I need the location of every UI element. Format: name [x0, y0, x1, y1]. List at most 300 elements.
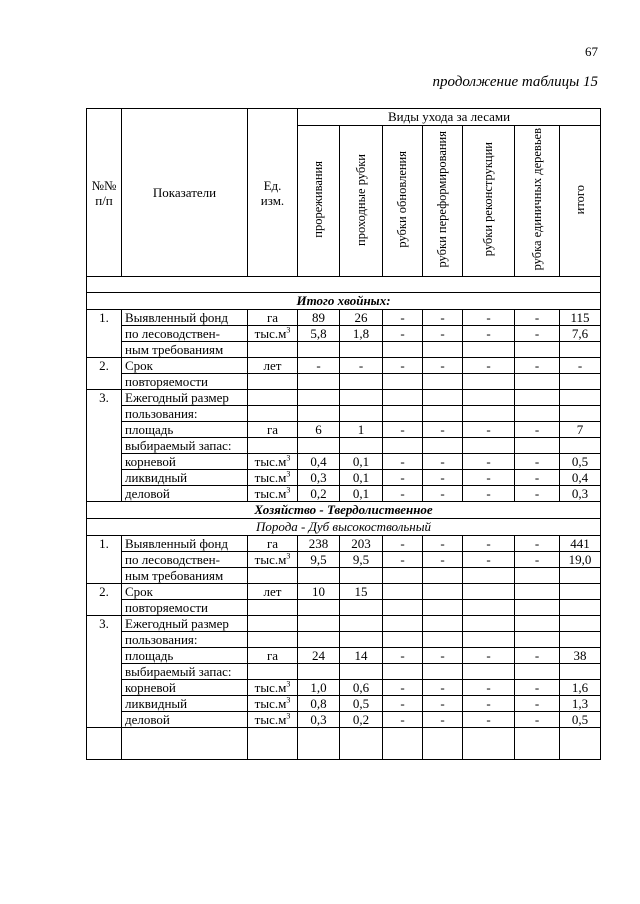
- unit-cell: га: [248, 310, 298, 326]
- section-title: Хозяйство - Твердолиственное: [87, 502, 601, 519]
- value-cell: 0,3: [298, 712, 340, 728]
- indicator-label: Срок: [122, 584, 248, 600]
- empty-cell: [560, 728, 601, 760]
- value-cell: -: [463, 310, 515, 326]
- header-unit: Ед. изм.: [248, 109, 298, 277]
- indicator-label: корневой: [122, 680, 248, 696]
- value-cell: [423, 438, 463, 454]
- table-row: [87, 486, 601, 502]
- value-cell: 0,5: [560, 454, 601, 470]
- value-cell: [515, 568, 560, 584]
- value-cell: [423, 342, 463, 358]
- value-cell: [340, 342, 383, 358]
- header-col-6: [560, 126, 601, 277]
- value-cell: [463, 406, 515, 422]
- unit-cell: [248, 712, 298, 728]
- value-cell: -: [463, 712, 515, 728]
- value-cell: -: [383, 648, 423, 664]
- value-cell: 0,2: [298, 486, 340, 502]
- value-cell: -: [383, 486, 423, 502]
- value-cell: -: [515, 696, 560, 712]
- table-row: [87, 470, 601, 486]
- value-cell: [298, 568, 340, 584]
- value-cell: 19,0: [560, 552, 601, 568]
- unit-cell: [248, 632, 298, 648]
- value-cell: -: [515, 536, 560, 552]
- value-cell: [383, 584, 423, 600]
- value-cell: -: [515, 326, 560, 342]
- table-row: [87, 664, 601, 680]
- value-cell: -: [423, 326, 463, 342]
- unit-superscript: 3: [286, 469, 291, 479]
- empty-cell: [423, 728, 463, 760]
- value-cell: [383, 568, 423, 584]
- indicator-label: Выявленный фонд: [122, 536, 248, 552]
- value-cell: [383, 616, 423, 632]
- value-cell: -: [423, 648, 463, 664]
- value-cell: [340, 632, 383, 648]
- value-cell: [463, 390, 515, 406]
- value-cell: -: [463, 552, 515, 568]
- value-cell: [383, 600, 423, 616]
- table-row: [87, 310, 601, 326]
- value-cell: -: [423, 310, 463, 326]
- value-cell: [463, 438, 515, 454]
- value-cell: [298, 342, 340, 358]
- value-cell: -: [383, 326, 423, 342]
- value-cell: [515, 616, 560, 632]
- value-cell: -: [515, 680, 560, 696]
- value-cell: [463, 342, 515, 358]
- spacer-row: [87, 277, 601, 293]
- value-cell: 0,8: [298, 696, 340, 712]
- value-cell: -: [463, 696, 515, 712]
- value-cell: [298, 600, 340, 616]
- value-cell: [560, 664, 601, 680]
- header-group: Виды ухода за лесами: [298, 109, 601, 126]
- section-title: Итого хвойных:: [87, 293, 601, 310]
- indicator-label: ликвидный: [122, 470, 248, 486]
- unit-text: тыс.м: [254, 470, 287, 485]
- indicator-label: корневой: [122, 454, 248, 470]
- value-cell: [560, 616, 601, 632]
- header-col-label: проходные рубки: [353, 153, 368, 246]
- unit-cell: [248, 568, 298, 584]
- unit-cell: лет: [248, 358, 298, 374]
- unit-text: тыс.м: [254, 696, 287, 711]
- value-cell: 0,5: [340, 696, 383, 712]
- header-col-4: [463, 126, 515, 277]
- value-cell: [340, 406, 383, 422]
- value-cell: 0,2: [340, 712, 383, 728]
- value-cell: 5,8: [298, 326, 340, 342]
- value-cell: [383, 406, 423, 422]
- value-cell: -: [463, 648, 515, 664]
- unit-superscript: 3: [286, 453, 291, 463]
- unit-text: тыс.м: [254, 680, 287, 695]
- value-cell: 38: [560, 648, 601, 664]
- value-cell: [298, 664, 340, 680]
- value-cell: -: [383, 310, 423, 326]
- value-cell: -: [423, 470, 463, 486]
- table-row: [87, 342, 601, 358]
- unit-cell: [248, 664, 298, 680]
- empty-cell: [87, 728, 122, 760]
- value-cell: [560, 600, 601, 616]
- value-cell: [560, 342, 601, 358]
- indicator-label: повторяемости: [122, 374, 248, 390]
- value-cell: [340, 616, 383, 632]
- indicator-label: ным требованиям: [122, 342, 248, 358]
- value-cell: -: [383, 470, 423, 486]
- indicator-label: Выявленный фонд: [122, 310, 248, 326]
- value-cell: [340, 390, 383, 406]
- unit-cell: [248, 374, 298, 390]
- value-cell: -: [515, 712, 560, 728]
- unit-cell: [248, 470, 298, 486]
- value-cell: -: [383, 422, 423, 438]
- value-cell: [560, 406, 601, 422]
- value-cell: [463, 584, 515, 600]
- value-cell: [560, 568, 601, 584]
- value-cell: [383, 342, 423, 358]
- table-row: [87, 519, 601, 536]
- value-cell: [515, 374, 560, 390]
- table-row: [87, 422, 601, 438]
- row-number: 1.: [87, 310, 122, 358]
- header-col-label: итого: [572, 184, 587, 215]
- header-col-3: [423, 126, 463, 277]
- value-cell: 0,1: [340, 470, 383, 486]
- value-cell: 0,6: [340, 680, 383, 696]
- value-cell: -: [423, 712, 463, 728]
- value-cell: [560, 632, 601, 648]
- indicator-label: пользования:: [122, 406, 248, 422]
- value-cell: [383, 632, 423, 648]
- value-cell: -: [515, 552, 560, 568]
- value-cell: 1,6: [560, 680, 601, 696]
- value-cell: 115: [560, 310, 601, 326]
- value-cell: -: [383, 696, 423, 712]
- indicator-label: ным требованиям: [122, 568, 248, 584]
- table-row: [87, 680, 601, 696]
- value-cell: -: [560, 358, 601, 374]
- value-cell: 0,5: [560, 712, 601, 728]
- value-cell: -: [463, 486, 515, 502]
- unit-superscript: 3: [286, 485, 291, 495]
- unit-cell: га: [248, 648, 298, 664]
- value-cell: -: [423, 486, 463, 502]
- value-cell: [463, 600, 515, 616]
- value-cell: -: [515, 454, 560, 470]
- unit-text: тыс.м: [254, 454, 287, 469]
- value-cell: [298, 390, 340, 406]
- value-cell: [423, 390, 463, 406]
- table-row: [87, 326, 601, 342]
- value-cell: -: [515, 470, 560, 486]
- value-cell: [340, 568, 383, 584]
- value-cell: -: [463, 358, 515, 374]
- value-cell: [298, 616, 340, 632]
- value-cell: [423, 664, 463, 680]
- forest-care-table: [86, 108, 601, 760]
- empty-cell: [298, 728, 340, 760]
- table-row: [87, 406, 601, 422]
- value-cell: -: [515, 310, 560, 326]
- unit-cell: [248, 600, 298, 616]
- value-cell: 24: [298, 648, 340, 664]
- unit-cell: лет: [248, 584, 298, 600]
- row-number: 3.: [87, 616, 122, 728]
- table-row: [87, 648, 601, 664]
- unit-superscript: 3: [286, 695, 291, 705]
- empty-cell: [515, 728, 560, 760]
- header-col-1: [340, 126, 383, 277]
- unit-text: тыс.м: [254, 712, 287, 727]
- value-cell: [463, 632, 515, 648]
- table-row: [87, 438, 601, 454]
- empty-cell: [383, 728, 423, 760]
- value-cell: -: [423, 536, 463, 552]
- value-cell: -: [515, 422, 560, 438]
- indicator-label: деловой: [122, 712, 248, 728]
- value-cell: [340, 438, 383, 454]
- row-number: 2.: [87, 584, 122, 616]
- value-cell: [463, 568, 515, 584]
- value-cell: [340, 600, 383, 616]
- indicator-label: деловой: [122, 486, 248, 502]
- value-cell: -: [423, 454, 463, 470]
- value-cell: [298, 632, 340, 648]
- value-cell: 0,3: [560, 486, 601, 502]
- value-cell: 89: [298, 310, 340, 326]
- value-cell: -: [463, 454, 515, 470]
- indicator-label: Срок: [122, 358, 248, 374]
- value-cell: [423, 616, 463, 632]
- section-subtitle: Порода - Дуб высокоствольный: [87, 519, 601, 536]
- unit-cell: [248, 680, 298, 696]
- value-cell: -: [463, 680, 515, 696]
- table-row: [87, 632, 601, 648]
- value-cell: 1,8: [340, 326, 383, 342]
- table-row: [87, 728, 601, 760]
- table-row: [87, 358, 601, 374]
- value-cell: -: [383, 552, 423, 568]
- unit-cell: [248, 390, 298, 406]
- value-cell: -: [515, 648, 560, 664]
- value-cell: [515, 664, 560, 680]
- indicator-label: площадь: [122, 422, 248, 438]
- header-col-2: [383, 126, 423, 277]
- indicator-label: Ежегодный размер: [122, 390, 248, 406]
- table-row: [87, 502, 601, 519]
- value-cell: -: [515, 358, 560, 374]
- unit-cell: [248, 616, 298, 632]
- value-cell: [423, 600, 463, 616]
- unit-cell: [248, 552, 298, 568]
- unit-text: тыс.м: [254, 326, 287, 341]
- value-cell: 1: [340, 422, 383, 438]
- value-cell: -: [340, 358, 383, 374]
- value-cell: -: [423, 552, 463, 568]
- header-col-label: рубки переформирования: [435, 131, 449, 268]
- value-cell: 0,1: [340, 486, 383, 502]
- table-row: [87, 712, 601, 728]
- value-cell: -: [423, 696, 463, 712]
- table-row: [87, 584, 601, 600]
- table-row: [87, 390, 601, 406]
- value-cell: -: [463, 422, 515, 438]
- value-cell: [560, 438, 601, 454]
- value-cell: [383, 390, 423, 406]
- value-cell: [560, 584, 601, 600]
- unit-cell: [248, 438, 298, 454]
- value-cell: [298, 406, 340, 422]
- value-cell: [560, 374, 601, 390]
- value-cell: [383, 664, 423, 680]
- value-cell: [515, 342, 560, 358]
- indicator-label: ликвидный: [122, 696, 248, 712]
- value-cell: [383, 438, 423, 454]
- value-cell: -: [383, 454, 423, 470]
- value-cell: -: [423, 358, 463, 374]
- header-num: №№ п/п: [87, 109, 122, 277]
- value-cell: -: [383, 712, 423, 728]
- value-cell: [515, 600, 560, 616]
- unit-superscript: 3: [286, 325, 291, 335]
- value-cell: -: [463, 470, 515, 486]
- value-cell: [298, 374, 340, 390]
- value-cell: 15: [340, 584, 383, 600]
- table-row: [87, 374, 601, 390]
- unit-cell: [248, 454, 298, 470]
- header-col-5: [515, 126, 560, 277]
- value-cell: -: [423, 422, 463, 438]
- value-cell: 0,4: [560, 470, 601, 486]
- value-cell: 0,3: [298, 470, 340, 486]
- value-cell: -: [463, 536, 515, 552]
- table-caption: продолжение таблицы 15: [432, 74, 598, 90]
- page-number: 67: [585, 44, 598, 59]
- value-cell: 26: [340, 310, 383, 326]
- value-cell: 9,5: [340, 552, 383, 568]
- value-cell: [423, 406, 463, 422]
- value-cell: [515, 438, 560, 454]
- value-cell: [463, 664, 515, 680]
- empty-cell: [248, 728, 298, 760]
- value-cell: [383, 374, 423, 390]
- unit-cell: [248, 406, 298, 422]
- header-col-label: рубки обновления: [395, 151, 409, 248]
- empty-cell: [122, 728, 248, 760]
- unit-cell: га: [248, 422, 298, 438]
- row-number: 3.: [87, 390, 122, 502]
- unit-cell: [248, 326, 298, 342]
- value-cell: 6: [298, 422, 340, 438]
- row-number: 1.: [87, 536, 122, 584]
- value-cell: -: [463, 326, 515, 342]
- unit-cell: га: [248, 536, 298, 552]
- table-row: [87, 293, 601, 310]
- value-cell: [423, 568, 463, 584]
- indicator-label: пользования:: [122, 632, 248, 648]
- unit-text: тыс.м: [254, 486, 287, 501]
- unit-cell: [248, 342, 298, 358]
- value-cell: -: [515, 486, 560, 502]
- row-number: 2.: [87, 358, 122, 390]
- value-cell: -: [383, 536, 423, 552]
- value-cell: [423, 632, 463, 648]
- value-cell: 1,3: [560, 696, 601, 712]
- table-row: [87, 696, 601, 712]
- value-cell: 9,5: [298, 552, 340, 568]
- value-cell: -: [383, 680, 423, 696]
- header-col-label: рубка единичных деревьев: [529, 128, 544, 271]
- value-cell: 7,6: [560, 326, 601, 342]
- header-col-0: [298, 126, 340, 277]
- value-cell: [515, 390, 560, 406]
- indicator-label: повторяемости: [122, 600, 248, 616]
- table-row: [87, 616, 601, 632]
- value-cell: -: [423, 680, 463, 696]
- value-cell: [463, 374, 515, 390]
- value-cell: [423, 584, 463, 600]
- value-cell: 14: [340, 648, 383, 664]
- value-cell: 0,1: [340, 454, 383, 470]
- value-cell: 7: [560, 422, 601, 438]
- header-col-label: прореживания: [311, 161, 325, 238]
- table-row: [87, 552, 601, 568]
- value-cell: [515, 406, 560, 422]
- unit-cell: [248, 696, 298, 712]
- value-cell: [515, 584, 560, 600]
- value-cell: [298, 438, 340, 454]
- indicator-label: по лесоводствен-: [122, 326, 248, 342]
- value-cell: [463, 616, 515, 632]
- empty-cell: [340, 728, 383, 760]
- value-cell: -: [383, 358, 423, 374]
- header-col-label: рубки реконструкции: [481, 142, 495, 257]
- value-cell: 0,4: [298, 454, 340, 470]
- value-cell: [340, 664, 383, 680]
- table-row: [87, 536, 601, 552]
- unit-superscript: 3: [286, 679, 291, 689]
- indicator-label: выбираемый запас:: [122, 664, 248, 680]
- table-row: [87, 600, 601, 616]
- table-row: [87, 568, 601, 584]
- value-cell: -: [298, 358, 340, 374]
- value-cell: 238: [298, 536, 340, 552]
- value-cell: [340, 374, 383, 390]
- value-cell: [515, 632, 560, 648]
- unit-superscript: 3: [286, 711, 291, 721]
- unit-text: тыс.м: [254, 552, 287, 567]
- value-cell: 1,0: [298, 680, 340, 696]
- value-cell: [560, 390, 601, 406]
- header-indicators: Показатели: [122, 109, 248, 277]
- indicator-label: выбираемый запас:: [122, 438, 248, 454]
- unit-cell: [248, 486, 298, 502]
- value-cell: 203: [340, 536, 383, 552]
- value-cell: 10: [298, 584, 340, 600]
- unit-superscript: 3: [286, 551, 291, 561]
- value-cell: [423, 374, 463, 390]
- table-row: [87, 454, 601, 470]
- empty-cell: [463, 728, 515, 760]
- indicator-label: площадь: [122, 648, 248, 664]
- indicator-label: Ежегодный размер: [122, 616, 248, 632]
- value-cell: 441: [560, 536, 601, 552]
